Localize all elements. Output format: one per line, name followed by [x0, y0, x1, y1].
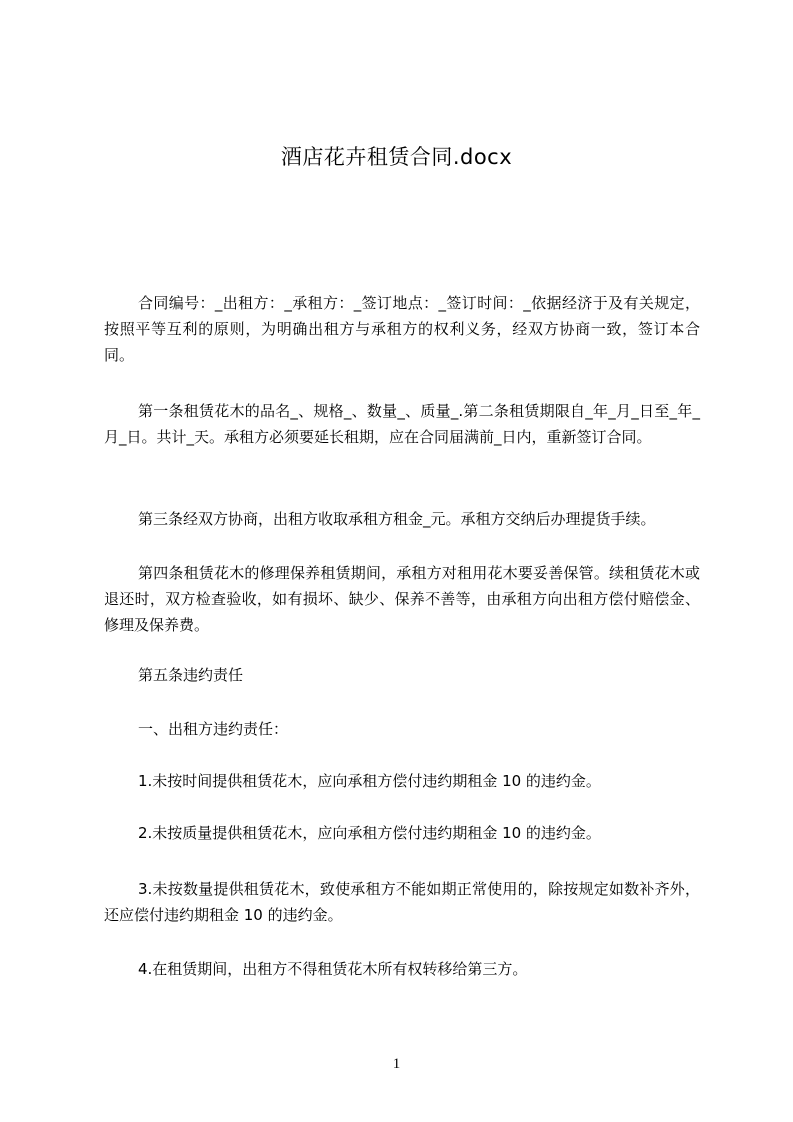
paragraph-item-3: 3.未按数量提供租赁花木，致使承租方不能如期正常使用的，除按规定如数补齐外，还应偿付违约期租金 10 的违约金。 — [104, 880, 700, 924]
paragraph-item-1: 1.未按时间提供租赁花木，应向承租方偿付违约期租金 10 的违约金。 — [138, 772, 601, 790]
paragraph-item-4: 4.在租赁期间，出租方不得租赁花木所有权转移给第三方。 — [138, 960, 528, 978]
paragraph-lessor-liability-heading: 一、出租方违约责任： — [138, 720, 289, 738]
paragraph-article-4: 第四条租赁花木的修理保养租赁期间，承租方对租用花木要妥善保管。续租赁花木或退还时，双方检查验收，如有损坏、缺少、保养不善等，由承租方向出租方偿付赔偿金、修理及保养费。 — [104, 564, 700, 634]
document-title: 酒店花卉租赁合同.docx — [280, 145, 513, 169]
paragraph-article-1-2: 第一条租赁花木的品名_、规格_、数量_、质量_.第二条租赁期限自_年_月_日至_年_月_日。共计_天。承租方必须要延长租期，应在合同届满前_日内，重新签订合同。 — [104, 402, 700, 446]
paragraph-preamble: 合同编号：_出租方：_承租方：_签订地点：_签订时间：_依据经济于及有关规定，按照平等互利的原则，为明确出租方与承租方的权利义务，经双方协商一致，签订本合同。 — [104, 294, 700, 364]
paragraph-article-3: 第三条经双方协商，出租方收取承租方租金_元。承租方交纳后办理提货手续。 — [138, 510, 656, 528]
page-number: 1 — [392, 1056, 401, 1072]
paragraph-article-5-heading: 第五条违约责任 — [138, 666, 244, 684]
paragraph-item-2: 2.未按质量提供租赁花木，应向承租方偿付违约期租金 10 的违约金。 — [138, 824, 601, 842]
